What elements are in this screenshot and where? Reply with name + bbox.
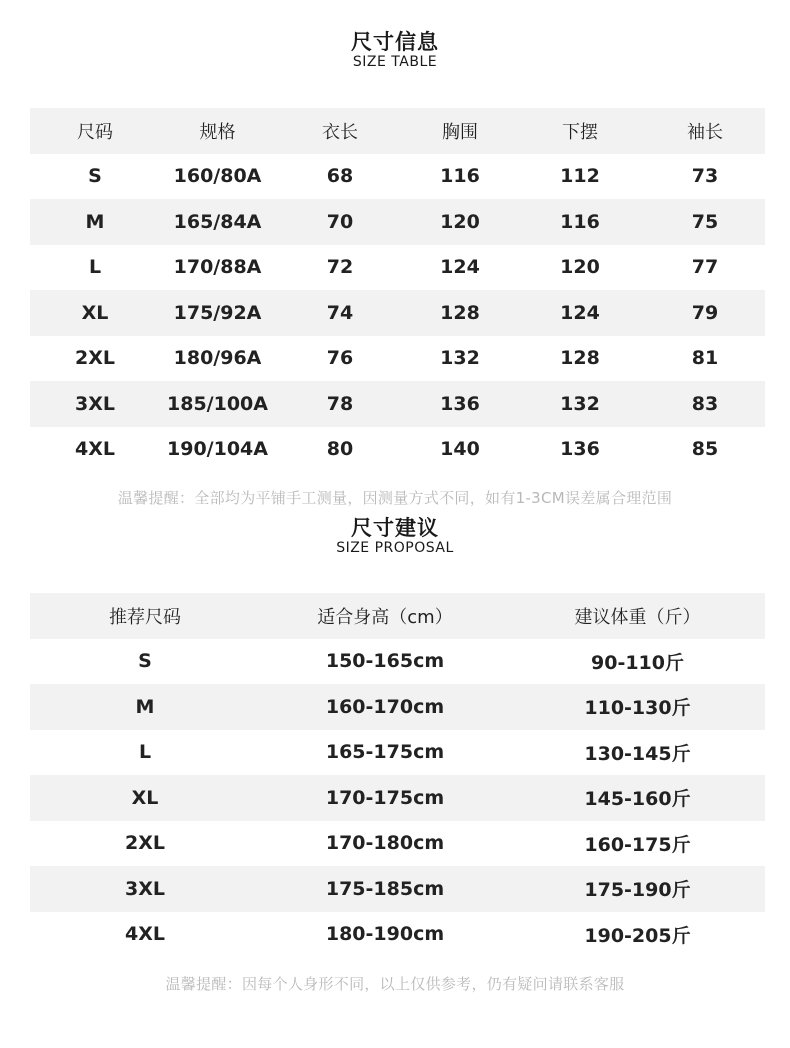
cell-spec: 180/96A: [173, 347, 262, 370]
table-row: [30, 245, 765, 291]
cell-sleeve: 79: [691, 301, 719, 324]
size-proposal-header-row: [30, 593, 765, 639]
cell-chest: 132: [440, 347, 480, 370]
cell-length: 74: [326, 301, 354, 324]
cell-size: 3XL: [75, 392, 115, 415]
cell-sleeve: 73: [691, 165, 719, 188]
cell-size: 4XL: [125, 923, 165, 946]
table-row: [30, 821, 765, 867]
table-row: [30, 154, 765, 200]
header-height: 适合身高（cm）: [317, 606, 453, 628]
table-row: [30, 427, 765, 473]
cell-size: 2XL: [125, 832, 165, 855]
cell-chest: 140: [440, 438, 480, 461]
size-table-subtitle: SIZE TABLE: [352, 54, 438, 70]
table-row: [30, 336, 765, 382]
cell-spec: 175/92A: [173, 301, 262, 324]
cell-chest: 120: [440, 210, 480, 233]
cell-sleeve: 77: [691, 256, 719, 279]
size-proposal-note: 温馨提醒：因每个人身形不同，以上仅供参考，仍有疑问请联系客服: [165, 975, 625, 993]
cell-size: XL: [81, 301, 109, 324]
cell-height: 165-175cm: [325, 741, 445, 764]
cell-size: XL: [131, 786, 159, 809]
table-row: [30, 199, 765, 245]
size-table: [30, 108, 765, 472]
cell-weight: 190-205斤: [584, 924, 691, 947]
cell-size: 4XL: [75, 438, 115, 461]
cell-hem: 112: [560, 165, 600, 188]
header-weight: 建议体重（斤）: [574, 606, 701, 628]
table-row: [30, 730, 765, 776]
cell-length: 80: [326, 438, 354, 461]
cell-size: 3XL: [125, 877, 165, 900]
cell-height: 170-175cm: [325, 786, 445, 809]
table-row: [30, 684, 765, 730]
cell-sleeve: 81: [691, 347, 719, 370]
cell-hem: 120: [560, 256, 600, 279]
table-row: [30, 912, 765, 958]
header-chest: 胸围: [442, 121, 478, 143]
table-row: [30, 866, 765, 912]
cell-height: 150-165cm: [325, 650, 445, 673]
cell-hem: 132: [560, 392, 600, 415]
cell-sleeve: 85: [691, 438, 719, 461]
size-table-title: 尺寸信息: [351, 30, 439, 54]
header-spec: 规格: [199, 121, 236, 143]
cell-size: S: [88, 165, 102, 188]
cell-chest: 116: [440, 165, 480, 188]
cell-size: S: [138, 650, 152, 673]
header-recommended-size: 推荐尺码: [109, 606, 181, 628]
header-size: 尺码: [77, 121, 113, 143]
table-row: [30, 381, 765, 427]
cell-spec: 190/104A: [167, 438, 268, 461]
cell-hem: 116: [560, 210, 600, 233]
cell-size: M: [85, 210, 105, 233]
cell-weight: 90-110斤: [591, 651, 684, 674]
size-proposal-title: 尺寸建议: [351, 516, 439, 540]
cell-sleeve: 75: [691, 210, 719, 233]
size-proposal-heading: [0, 516, 790, 556]
cell-length: 70: [326, 210, 354, 233]
table-row: [30, 290, 765, 336]
cell-height: 180-190cm: [325, 923, 445, 946]
cell-weight: 160-175斤: [584, 833, 691, 856]
cell-size: L: [138, 741, 152, 764]
cell-spec: 185/100A: [167, 392, 268, 415]
cell-size: L: [88, 256, 102, 279]
size-proposal-subtitle: SIZE PROPOSAL: [336, 540, 454, 556]
table-row: [30, 639, 765, 685]
header-hem: 下摆: [562, 121, 598, 143]
cell-height: 175-185cm: [325, 877, 445, 900]
cell-weight: 130-145斤: [584, 742, 691, 765]
header-length: 衣长: [322, 121, 358, 143]
cell-height: 170-180cm: [325, 832, 445, 855]
cell-size: 2XL: [75, 347, 115, 370]
cell-hem: 136: [560, 438, 600, 461]
cell-chest: 136: [440, 392, 480, 415]
size-proposal-table: [30, 593, 765, 957]
cell-height: 160-170cm: [325, 695, 445, 718]
cell-length: 72: [326, 256, 354, 279]
table-row: [30, 775, 765, 821]
cell-weight: 145-160斤: [584, 788, 691, 811]
cell-length: 76: [326, 347, 354, 370]
size-table-heading: [0, 30, 790, 70]
size-table-note: 温馨提醒：全部均为平铺手工测量，因测量方式不同，如有1-3CM误差属合理范围: [117, 489, 673, 507]
cell-chest: 128: [440, 301, 480, 324]
cell-chest: 124: [440, 256, 480, 279]
size-table-header-row: [30, 108, 765, 154]
cell-spec: 165/84A: [173, 210, 262, 233]
cell-weight: 175-190斤: [584, 879, 691, 902]
cell-length: 78: [326, 392, 354, 415]
cell-hem: 124: [560, 301, 600, 324]
cell-hem: 128: [560, 347, 600, 370]
cell-weight: 110-130斤: [584, 697, 691, 720]
cell-size: M: [135, 695, 155, 718]
cell-spec: 160/80A: [173, 165, 262, 188]
cell-length: 68: [326, 165, 354, 188]
header-sleeve: 袖长: [687, 121, 723, 143]
cell-sleeve: 83: [691, 392, 719, 415]
cell-spec: 170/88A: [173, 256, 262, 279]
